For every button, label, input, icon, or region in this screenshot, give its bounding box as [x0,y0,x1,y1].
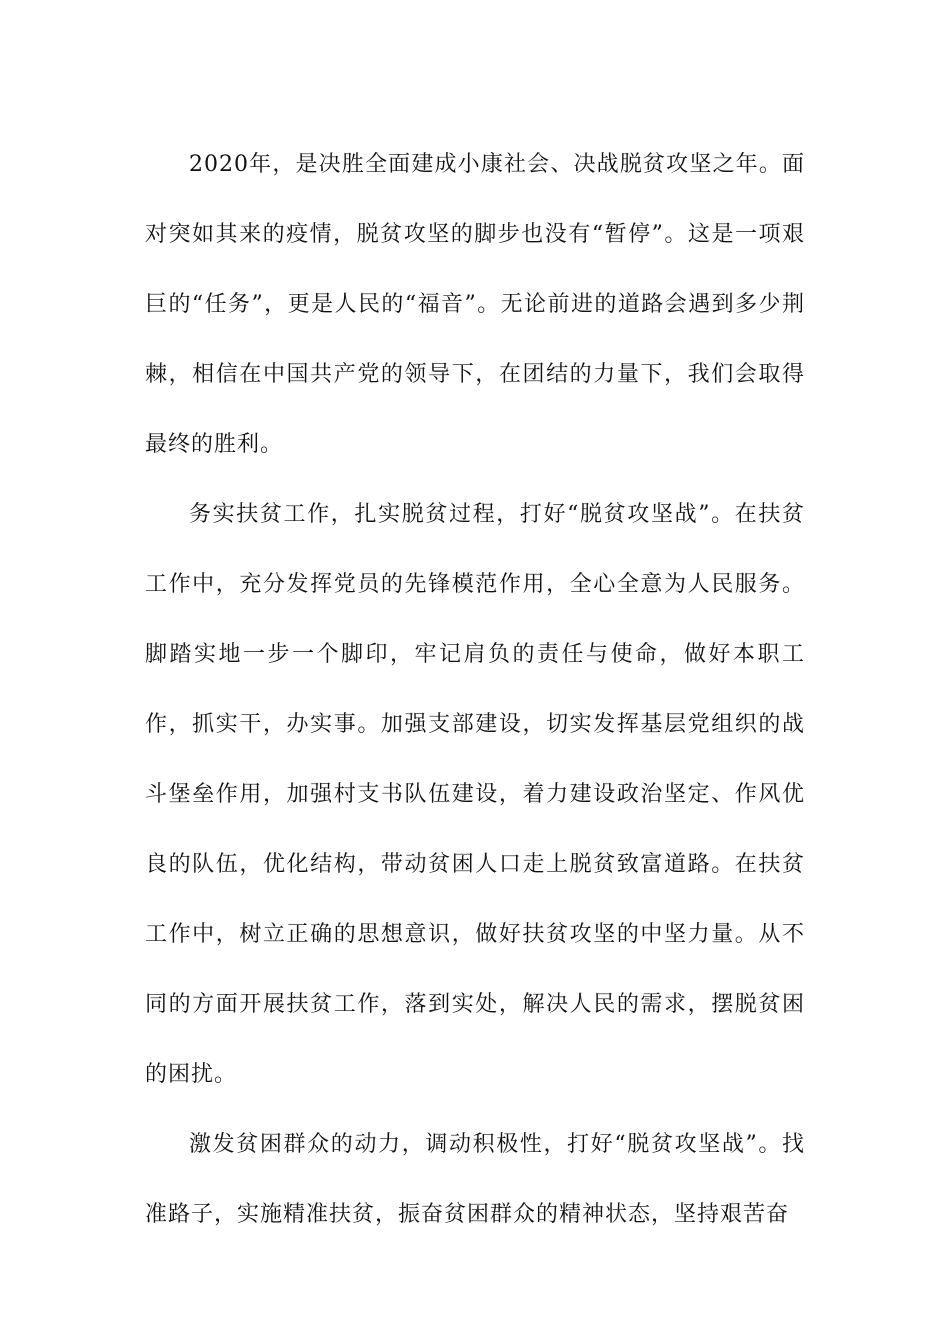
document-body [145,130,805,1250]
paragraph-2: 务实扶贫工作，扎实脱贫过程，打好“脱贫攻坚战”。在扶贫工作中，充分发挥党员的先锋模范作用，全心全意为人民服务。脚踏实地一步一个脚印，牢记肩负的责任与使命，做好本职工作，抓实干，办实事。加强支部建设，切实发挥基层党组织的战斗堡垒作用，加强村支书队伍建设，着力建设政治坚定、作风优良的队伍，优化结构，带动贫困人口走上脱贫致富道路。在扶贫工作中，树立正确的思想意识，做好扶贫攻坚的中坚力量。从不同的方面开展扶贫工作，落到实处，解决人民的需求，摆脱贫困的困扰。 [145,502,805,1087]
paragraph-1: 2020年，是决胜全面建成小康社会、决战脱贫攻坚之年。面对突如其来的疫情，脱贫攻坚的脚步也没有“暂停”。这是一项艰巨的“任务”，更是人民的“福音”。无论前进的道路会遇到多少荆棘，相信在中国共产党的领导下，在团结的力量下，我们会取得最终的胜利。 [145,152,805,457]
paragraph-3: 激发贫困群众的动力，调动积极性，打好“脱贫攻坚战”。找准路子，实施精准扶贫，振奋贫困群众的精神状态，坚持艰苦奋 [145,1132,805,1227]
